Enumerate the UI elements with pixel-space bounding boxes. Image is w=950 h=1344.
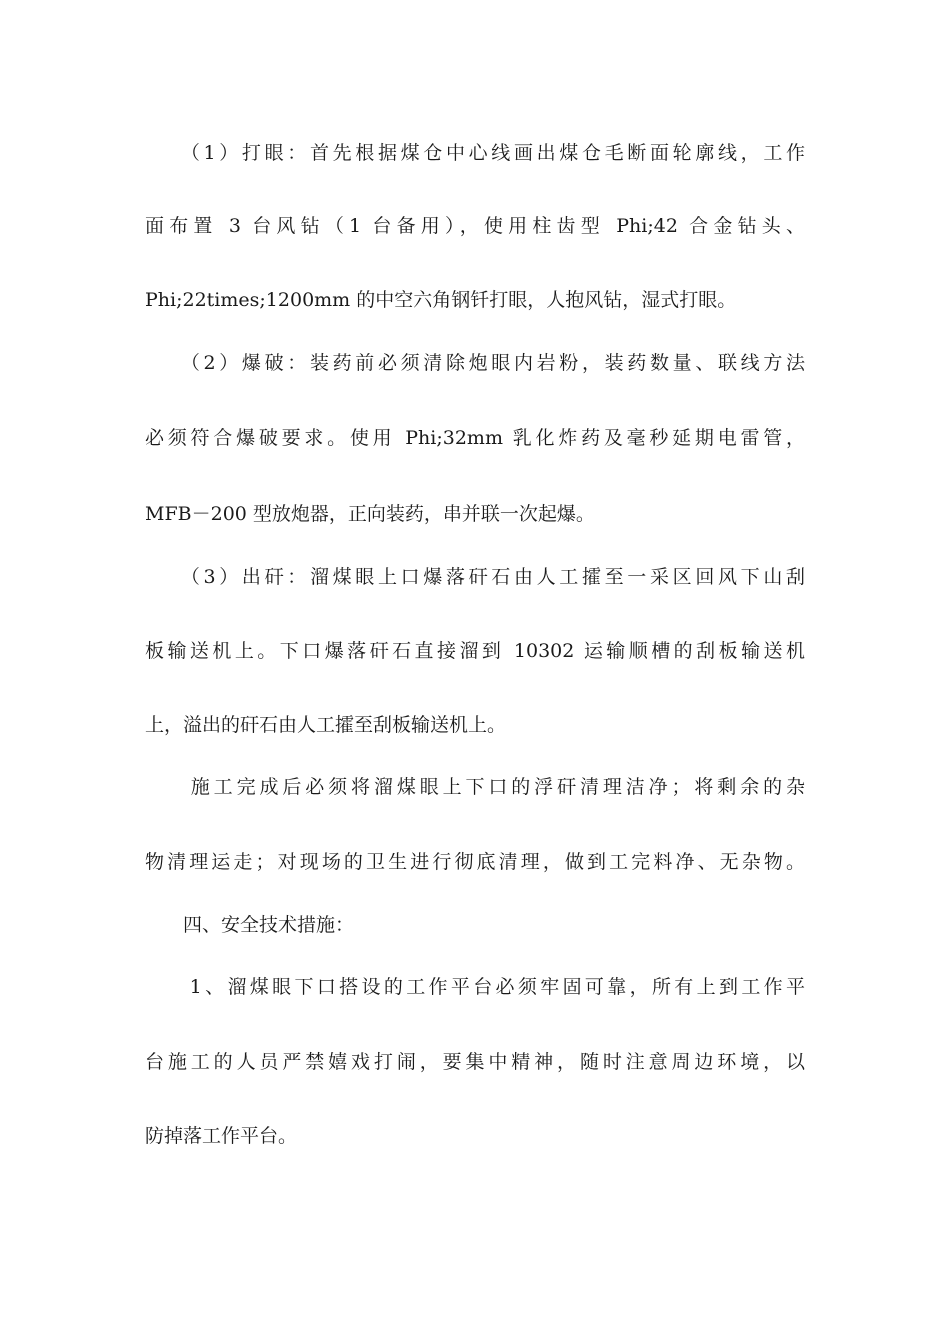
paragraph-cleanup-line-1: 施工完成后必须将溜煤眼上下口的浮矸清理洁净；将剩余的杂 (145, 776, 805, 798)
paragraph-mucking-line-1: （3）出矸：溜煤眼上口爆落矸石由人工攉至一采区回风下山刮 (145, 566, 805, 588)
paragraph-mucking-line-3: 上，溢出的矸石由人工攉至刮板输送机上。 (145, 714, 507, 736)
paragraph-blasting-line-2: 必须符合爆破要求。使用 Phi;32mm 乳化炸药及毫秒延期电雷管， (145, 427, 805, 449)
paragraph-blasting-line-3: MFB－200 型放炮器，正向装药，串并联一次起爆。 (145, 503, 595, 525)
paragraph-cleanup-line-2: 物清理运走；对现场的卫生进行彻底清理，做到工完料净、无杂物。 (145, 851, 805, 873)
paragraph-blasting-line-1: （2）爆破：装药前必须清除炮眼内岩粉，装药数量、联线方法 (145, 352, 805, 374)
paragraph-drilling-line-1: （1）打眼：首先根据煤仓中心线画出煤仓毛断面轮廓线，工作 (145, 142, 805, 164)
paragraph-mucking-line-2: 板输送机上。下口爆落矸石直接溜到 10302 运输顺槽的刮板输送机 (145, 640, 805, 662)
section-heading-safety: 四、安全技术措施： (145, 914, 355, 936)
paragraph-drilling-line-2: 面布置 3 台风钻（1 台备用），使用柱齿型 Phi;42 合金钻头、 (145, 215, 805, 237)
paragraph-safety-1-line-3: 防掉落工作平台。 (145, 1125, 298, 1147)
paragraph-safety-1-line-2: 台施工的人员严禁嬉戏打闹，要集中精神，随时注意周边环境，以 (145, 1051, 805, 1073)
paragraph-drilling-line-3: Phi;22times;1200mm 的中空六角钢钎打眼，人抱风钻，湿式打眼。 (145, 289, 737, 311)
paragraph-safety-1-line-1: 1、溜煤眼下口搭设的工作平台必须牢固可靠，所有上到工作平 (145, 976, 805, 998)
